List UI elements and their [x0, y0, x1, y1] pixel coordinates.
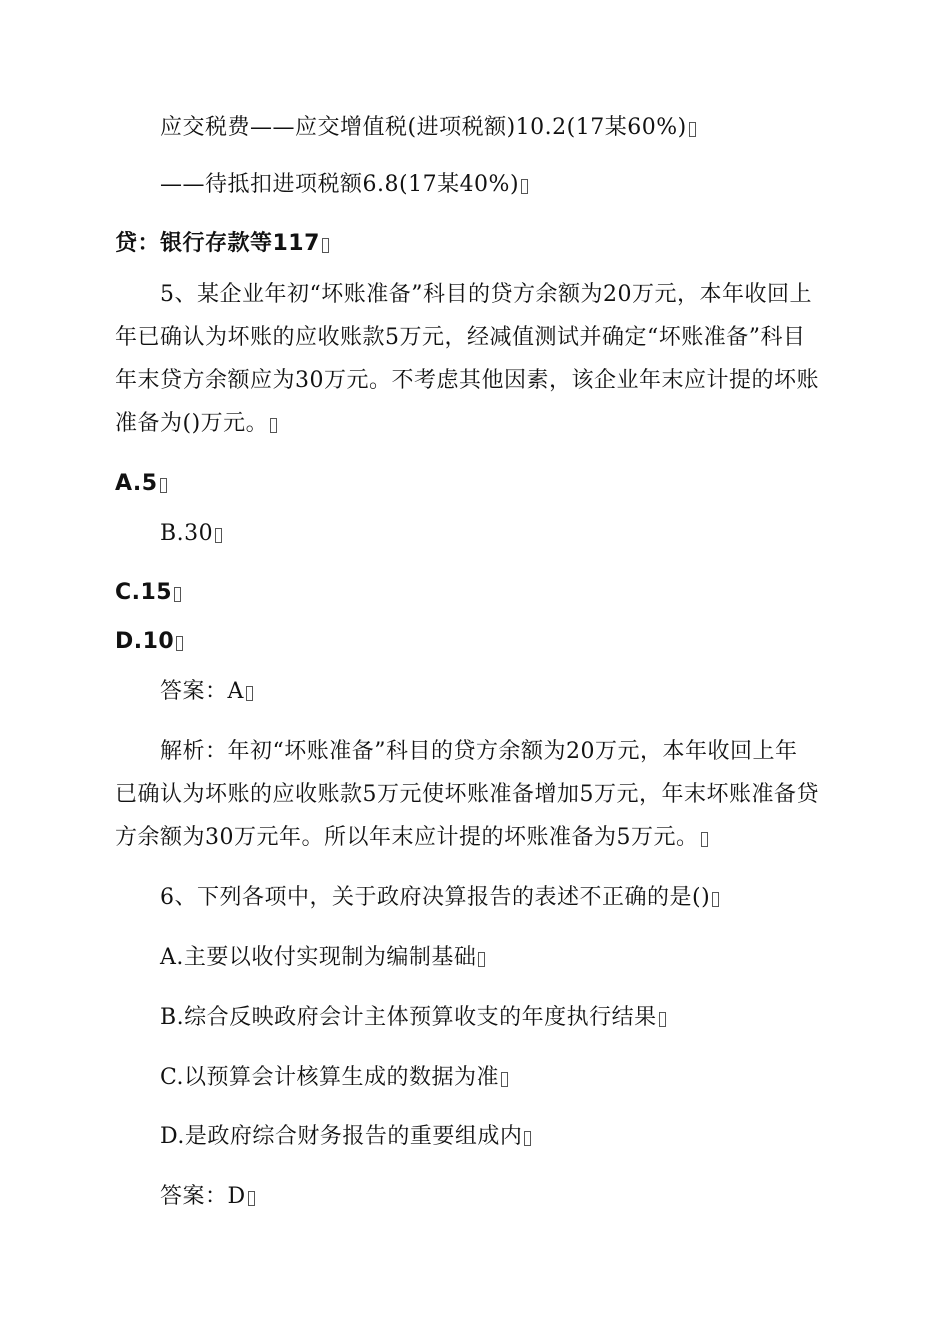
line-text: 解析：年初“坏账准备”科目的贷方余额为20万元，本年收回上年	[160, 739, 798, 764]
option-a	[160, 943, 485, 973]
line-text: 准备为()万元。	[115, 411, 269, 436]
line-text: 贷：银行存款等117	[115, 231, 320, 256]
option-b	[160, 519, 222, 549]
line-text: 已确认为坏账的应收账款5万元使坏账准备增加5万元，年末坏账准备贷	[115, 782, 819, 807]
text-line	[160, 113, 696, 143]
line-text: B.30	[160, 521, 214, 546]
line-text: 年末贷方余额应为30万元。不考虑其他因素，该企业年末应计提的坏账	[115, 368, 819, 393]
paragraph-mark-icon	[521, 179, 528, 194]
option-a	[115, 469, 167, 499]
option-d	[115, 627, 183, 657]
line-text: D.是政府综合财务报告的重要组成内	[160, 1124, 523, 1149]
line-text: A.5	[115, 471, 158, 496]
line-text: 答案：D	[160, 1184, 246, 1209]
line-text: 应交税费——应交增值税(进项税额)10.2(17某60%)	[160, 115, 687, 140]
paragraph-mark-icon	[270, 418, 277, 433]
line-text: D.10	[115, 629, 175, 654]
option-c	[115, 578, 181, 608]
paragraph-mark-icon	[712, 892, 719, 907]
paragraph-mark-icon	[478, 952, 485, 967]
paragraph-mark-icon	[524, 1131, 531, 1146]
question-5-text	[115, 366, 819, 396]
analysis-text	[160, 737, 798, 767]
paragraph-mark-icon	[174, 587, 181, 602]
option-b	[160, 1003, 666, 1033]
analysis-text	[115, 780, 819, 810]
paragraph-mark-icon	[689, 122, 696, 137]
paragraph-mark-icon	[322, 238, 329, 253]
paragraph-mark-icon	[215, 528, 222, 543]
paragraph-mark-icon	[659, 1012, 666, 1027]
paragraph-mark-icon	[701, 832, 708, 847]
line-text: 年已确认为坏账的应收账款5万元，经减值测试并确定“坏账准备”科目	[115, 325, 806, 350]
option-c	[160, 1063, 508, 1093]
option-d	[160, 1122, 531, 1152]
paragraph-mark-icon	[501, 1072, 508, 1087]
question-5-text	[115, 323, 806, 353]
line-text: 5、某企业年初“坏账准备”科目的贷方余额为20万元，本年收回上	[160, 282, 812, 307]
paragraph-mark-icon	[248, 1191, 255, 1206]
line-text: C.15	[115, 580, 173, 605]
line-text: 答案：A	[160, 679, 244, 704]
paragraph-mark-icon	[246, 686, 253, 701]
text-line	[115, 229, 329, 259]
line-text: B.综合反映政府会计主体预算收支的年度执行结果	[160, 1005, 657, 1030]
paragraph-mark-icon	[176, 636, 183, 651]
paragraph-mark-icon	[160, 478, 167, 493]
line-text: 6、下列各项中，关于政府决算报告的表述不正确的是()	[160, 885, 711, 910]
line-text: ——待抵扣进项税额6.8(17某40%)	[160, 172, 520, 197]
question-5-text	[160, 280, 812, 310]
answer-6	[160, 1182, 255, 1212]
answer-5	[160, 677, 253, 707]
line-text: A.主要以收付实现制为编制基础	[160, 945, 477, 970]
line-text: 方余额为30万元年。所以年末应计提的坏账准备为5万元。	[115, 825, 699, 850]
analysis-text	[115, 823, 708, 853]
question-5-text	[115, 409, 277, 439]
text-line	[160, 170, 528, 200]
line-text: C.以预算会计核算生成的数据为准	[160, 1065, 500, 1090]
question-6-text	[160, 883, 719, 913]
